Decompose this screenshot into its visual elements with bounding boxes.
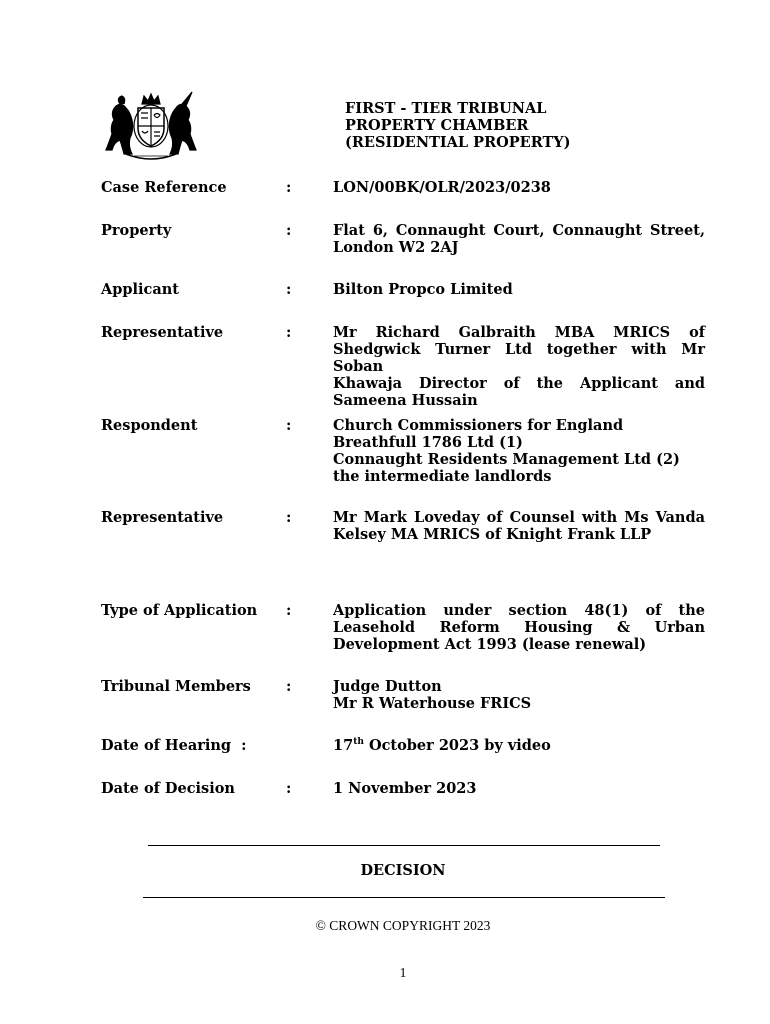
hearing-day: 17 bbox=[333, 737, 354, 754]
value-line: Mr Richard Galbraith MBA MRICS of bbox=[333, 324, 705, 341]
value-line: Leasehold Reform Housing & Urban bbox=[333, 619, 705, 636]
colon: : bbox=[286, 324, 292, 341]
tribunal-members-value bbox=[333, 678, 705, 712]
tribunal-heading-line: PROPERTY CHAMBER bbox=[345, 117, 529, 134]
divider bbox=[148, 845, 660, 846]
colon: : bbox=[286, 281, 292, 298]
tribunal-heading bbox=[345, 100, 571, 151]
value-line: Kelsey MA MRICS of Knight Frank LLP bbox=[333, 526, 652, 543]
colon: : bbox=[286, 780, 292, 797]
value-line: Flat 6, Connaught Court, Connaught Street, bbox=[333, 222, 705, 239]
page-number: 1 bbox=[399, 965, 407, 980]
copyright-notice: © CROWN COPYRIGHT 2023 bbox=[315, 918, 491, 933]
property-value bbox=[333, 222, 705, 256]
value-line bbox=[333, 737, 705, 754]
colon: : bbox=[286, 678, 292, 695]
divider bbox=[143, 897, 665, 898]
hearing-date-rest: October 2023 by video bbox=[363, 737, 551, 754]
date-of-decision-value bbox=[333, 780, 705, 797]
property-label: Property bbox=[101, 222, 172, 239]
tribunal-members-label: Tribunal Members bbox=[101, 678, 251, 695]
date-of-decision-label: Date of Decision bbox=[101, 780, 235, 797]
colon: : bbox=[286, 222, 292, 239]
colon: : bbox=[286, 602, 292, 619]
value-line: Judge Dutton bbox=[333, 678, 442, 695]
tribunal-heading-line: (RESIDENTIAL PROPERTY) bbox=[345, 134, 571, 151]
applicant-label: Applicant bbox=[101, 281, 180, 298]
date-of-hearing-value bbox=[333, 737, 705, 754]
value-line: Khawaja Director of the Applicant and bbox=[333, 375, 705, 392]
hearing-day-suffix: th bbox=[353, 737, 364, 748]
value-line: Development Act 1993 (lease renewal) bbox=[333, 636, 647, 653]
tribunal-heading-line: FIRST - TIER TRIBUNAL bbox=[345, 100, 547, 117]
value-line: London W2 2AJ bbox=[333, 239, 459, 256]
case-reference-label: Case Reference bbox=[101, 179, 227, 196]
value-line: Bilton Propco Limited bbox=[333, 281, 513, 298]
royal-coat-of-arms-icon bbox=[104, 90, 198, 162]
value-line: Mr Mark Loveday of Counsel with Ms Vanda bbox=[333, 509, 705, 526]
case-reference-value bbox=[333, 179, 705, 196]
value-line: Sameena Hussain bbox=[333, 392, 478, 409]
representative-value bbox=[333, 324, 705, 409]
value-line: 1 November 2023 bbox=[333, 780, 477, 797]
colon: : bbox=[286, 509, 292, 526]
value-line: Connaught Residents Management Ltd (2) bbox=[333, 451, 680, 468]
value-line: the intermediate landlords bbox=[333, 468, 552, 485]
decision-heading: DECISION bbox=[360, 862, 446, 879]
value-line: Church Commissioners for England bbox=[333, 417, 624, 434]
respondent-label: Respondent bbox=[101, 417, 198, 434]
value-line: LON/00BK/OLR/2023/0238 bbox=[333, 179, 551, 196]
respondent-value bbox=[333, 417, 705, 485]
colon: : bbox=[286, 179, 292, 196]
value-line: Breathfull 1786 Ltd (1) bbox=[333, 434, 523, 451]
type-of-application-value bbox=[333, 602, 705, 653]
representative-label: Representative bbox=[101, 324, 224, 341]
value-line: Mr R Waterhouse FRICS bbox=[333, 695, 532, 712]
value-line: Shedgwick Turner Ltd together with Mr Soban bbox=[333, 341, 705, 375]
date-of-hearing-label: Date of Hearing : bbox=[101, 737, 247, 754]
representative-label: Representative bbox=[101, 509, 224, 526]
type-of-application-label: Type of Application bbox=[101, 602, 258, 619]
value-line: Application under section 48(1) of the bbox=[333, 602, 705, 619]
representative-value bbox=[333, 509, 705, 543]
colon: : bbox=[286, 417, 292, 434]
applicant-value bbox=[333, 281, 705, 298]
